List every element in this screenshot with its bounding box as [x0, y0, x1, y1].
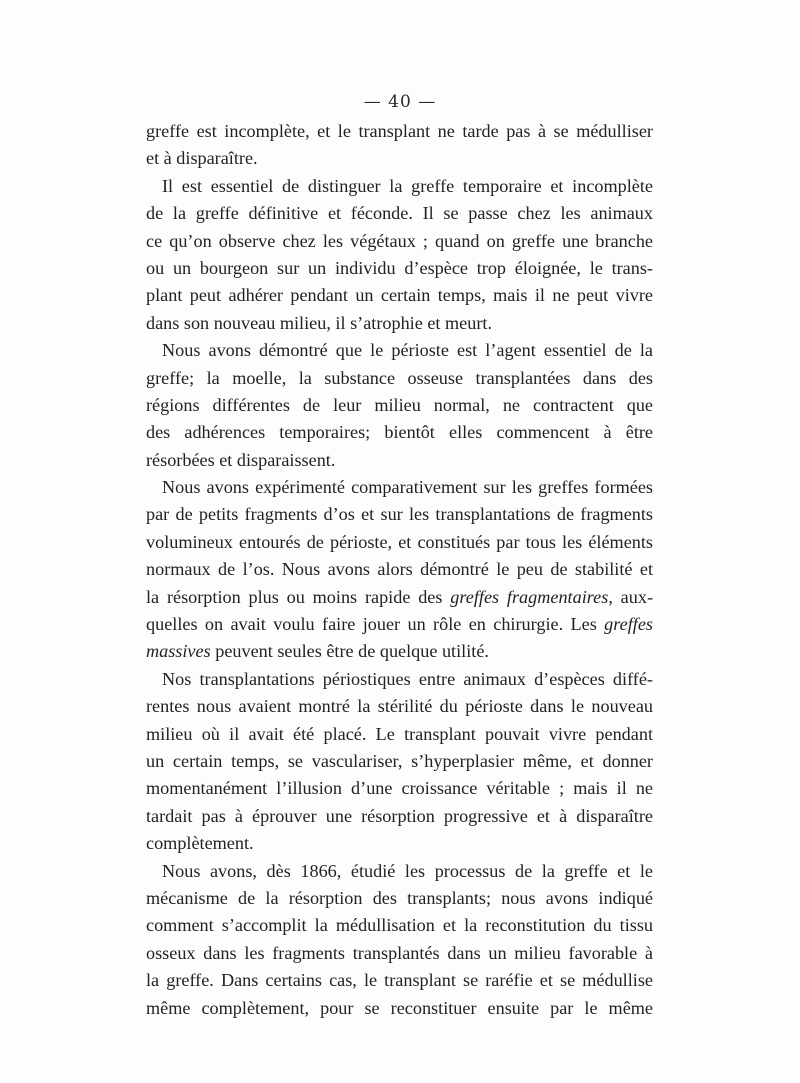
- text-line: [146, 912, 653, 939]
- text-segment: plant peut adhérer pendant un certain temps, mais il ne peut vivre: [146, 285, 653, 306]
- text-segment: , aux-: [608, 586, 653, 607]
- text-line: [146, 693, 653, 720]
- text-line: [146, 200, 653, 227]
- text-line: [146, 611, 653, 638]
- text-segment: la résorption plus ou moins rapide des: [146, 586, 451, 607]
- text-line: [146, 858, 653, 885]
- text-line: [146, 803, 653, 830]
- text-segment: dans son nouveau milieu, il s’atrophie et meurt.: [146, 312, 492, 333]
- text-segment: comment s’accomplit la médullisation et la reconstitution du tissu: [146, 915, 653, 936]
- text-segment: quelles on avait voulu faire jouer un rôle en chirurgie. Les: [146, 614, 605, 635]
- text-line: [146, 310, 653, 337]
- text-segment: tardait pas à éprouver une résorption progressive et à disparaître: [146, 805, 653, 826]
- text-segment: ou un bourgeon sur un individu d’espèce trop éloignée, le trans-: [146, 257, 653, 278]
- text-segment: mécanisme de la résorption des transplants; nous avons indiqué: [146, 887, 653, 908]
- text-line: [146, 638, 653, 665]
- text-segment: régions différentes de leur milieu normal, ne contractent que: [146, 394, 653, 415]
- text-segment: Nous avons démontré que le périoste est l’agent essentiel de la: [162, 340, 653, 361]
- text-segment: osseux dans les fragments transplantés dans un milieu favorable à: [146, 942, 653, 963]
- text-line: [146, 282, 653, 309]
- italic-term: greffes: [604, 614, 653, 635]
- text-segment: greffe; la moelle, la substance osseuse transplantées dans des: [146, 367, 653, 388]
- text-line: [146, 995, 653, 1022]
- text-segment: milieu où il avait été placé. Le transplant pouvait vivre pendant: [146, 723, 653, 744]
- text-line: [146, 337, 653, 364]
- text-segment: des adhérences temporaires; bientôt elles commencent à être: [146, 422, 653, 443]
- text-segment: volumineux entourés de périoste, et constitués par tous les éléments: [146, 531, 653, 552]
- text-segment: par de petits fragments d’os et sur les transplantations de fragments: [146, 504, 653, 525]
- text-segment: complètement.: [146, 833, 254, 854]
- text-segment: même complètement, pour se reconstituer ensuite par le même: [146, 997, 653, 1018]
- text-line: [146, 447, 653, 474]
- text-segment: Il est essentiel de distinguer la greffe temporaire et incomplète: [162, 175, 653, 196]
- italic-term: massives: [146, 641, 211, 662]
- text-segment: la greffe. Dans certains cas, le transplant se raréfie et se médullise: [146, 970, 653, 991]
- text-segment: normaux de l’os. Nous avons alors démontré le peu de stabilité et: [146, 559, 653, 580]
- text-line: [146, 748, 653, 775]
- text-line: [146, 145, 653, 172]
- text-line: [146, 173, 653, 200]
- text-segment: Nous avons, dès 1866, étudié les processus de la greffe et le: [162, 860, 653, 881]
- body-text: [146, 118, 653, 1022]
- text-line: [146, 666, 653, 693]
- text-segment: rentes nous avaient montré la stérilité du périoste dans le nouveau: [146, 696, 653, 717]
- page-number: — 40 —: [363, 92, 437, 112]
- text-line: [146, 885, 653, 912]
- text-line: [146, 118, 653, 145]
- text-line: [146, 775, 653, 802]
- text-line: [146, 392, 653, 419]
- text-line: [146, 967, 653, 994]
- text-segment: Nous avons expérimenté comparativement sur les greffes formées: [162, 477, 653, 498]
- text-line: [146, 501, 653, 528]
- text-segment: ce qu’on observe chez les végétaux ; quand on greffe une branche: [146, 230, 653, 251]
- text-line: [146, 255, 653, 282]
- text-segment: Nos transplantations périostiques entre animaux d’espèces diffé-: [162, 668, 653, 689]
- text-segment: greffe est incomplète, et le transplant ne tarde pas à se médulliser: [146, 121, 653, 141]
- text-segment: un certain temps, se vasculariser, s’hyperplasier même, et donner: [146, 750, 653, 771]
- text-segment: résorbées et disparaissent.: [146, 449, 336, 470]
- text-line: [146, 584, 653, 611]
- text-line: [146, 721, 653, 748]
- text-line: [146, 365, 653, 392]
- text-segment: momentanément l’illusion d’une croissance véritable ; mais il ne: [146, 778, 653, 799]
- text-segment: de la greffe définitive et féconde. Il se passe chez les animaux: [146, 203, 653, 224]
- text-line: [146, 228, 653, 255]
- text-line: [146, 556, 653, 583]
- text-segment: peuvent seules être de quelque utilité.: [210, 641, 489, 662]
- text-line: [146, 474, 653, 501]
- italic-term: greffes fragmentaires: [450, 586, 609, 607]
- text-line: [146, 940, 653, 967]
- text-line: [146, 529, 653, 556]
- text-line: [146, 419, 653, 446]
- text-line: [146, 830, 653, 857]
- text-segment: et à disparaître.: [146, 148, 258, 169]
